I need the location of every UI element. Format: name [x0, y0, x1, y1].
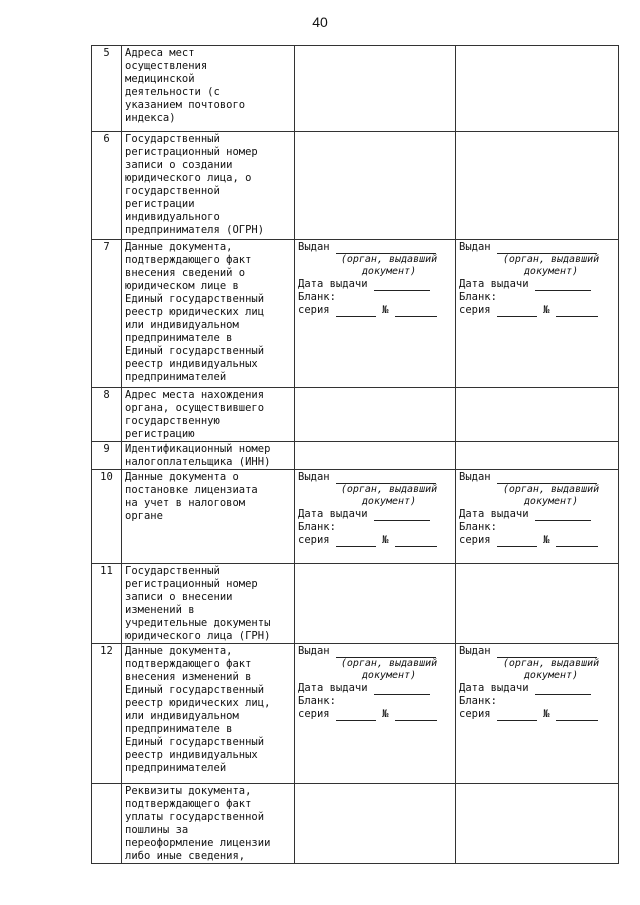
issued-by-label: Выдан — [459, 471, 491, 483]
series-field[interactable] — [497, 710, 537, 721]
series-label: серия — [459, 708, 491, 720]
field-description: Реквизиты документа, подтверждающего факт уплаты государственной пошлины за переоформление лицензии либо иные сведения, — [122, 784, 295, 864]
issue-date-field[interactable] — [374, 280, 430, 291]
issued-by-field[interactable] — [497, 473, 597, 484]
value-cell-before-change[interactable] — [295, 564, 456, 644]
value-cell-after-change[interactable] — [456, 470, 619, 564]
value-cell-before-change[interactable] — [295, 240, 456, 388]
field-description: Данные документа, подтверждающего факт внесения сведений о юридическом лице в Единый государственный реестр юридических лиц или индивидуальном предпринимателе в Единый государственный реестр индивидуальных предпринимателей — [122, 240, 295, 388]
value-cell-before-change[interactable] — [295, 388, 456, 442]
value-cell-after-change[interactable] — [456, 46, 619, 132]
value-cell-after-change[interactable] — [456, 132, 619, 240]
number-sign: № — [382, 304, 389, 316]
value-cell-before-change[interactable] — [295, 442, 456, 470]
issued-document-details — [459, 241, 615, 317]
page-number: 40 — [312, 14, 328, 30]
issue-date-field[interactable] — [535, 280, 591, 291]
issued-by-field[interactable] — [497, 647, 597, 658]
form-row — [92, 388, 619, 442]
issuing-authority-caption: (орган, выдавший документ) — [340, 254, 438, 277]
issued-document-details — [459, 645, 615, 721]
value-cell-before-change[interactable] — [295, 644, 456, 784]
number-field[interactable] — [556, 710, 598, 721]
number-field[interactable] — [395, 306, 437, 317]
blank-label: Бланк: — [459, 695, 497, 707]
field-description: Данные документа о постановке лицензиата на учет в налоговом органе — [122, 470, 295, 564]
value-cell-before-change[interactable] — [295, 46, 456, 132]
form-row — [92, 240, 619, 388]
issued-by-label: Выдан — [459, 645, 491, 657]
issue-date-label: Дата выдачи — [459, 508, 529, 520]
form-row — [92, 644, 619, 784]
series-field[interactable] — [336, 536, 376, 547]
field-description: Государственный регистрационный номер записи о внесении изменений в учредительные документы юридического лица (ГРН) — [122, 564, 295, 644]
value-cell-before-change[interactable] — [295, 784, 456, 864]
blank-label: Бланк: — [459, 291, 497, 303]
value-cell-before-change[interactable] — [295, 132, 456, 240]
issued-document-details — [298, 645, 452, 721]
series-field[interactable] — [336, 710, 376, 721]
issuing-authority-caption: (орган, выдавший документ) — [502, 254, 600, 277]
issue-date-field[interactable] — [535, 510, 591, 521]
value-cell-after-change[interactable] — [456, 564, 619, 644]
issue-date-field[interactable] — [535, 684, 591, 695]
value-cell-after-change[interactable] — [456, 442, 619, 470]
form-row — [92, 46, 619, 132]
series-field[interactable] — [497, 536, 537, 547]
form-row — [92, 470, 619, 564]
number-sign: № — [543, 708, 550, 720]
issuing-authority-caption: (орган, выдавший документ) — [502, 658, 600, 681]
row-number: 6 — [92, 132, 122, 240]
series-field[interactable] — [336, 306, 376, 317]
field-description: Данные документа, подтверждающего факт внесения изменений в Единый государственный реестр юридических лиц, или индивидуальном предпринимателе в Единый государственный реестр индивидуальных предпринимателей — [122, 644, 295, 784]
field-description: Государственный регистрационный номер записи о создании юридического лица, о государственной регистрации индивидуального предпринимателя (ОГРН) — [122, 132, 295, 240]
number-field[interactable] — [556, 536, 598, 547]
row-number: 5 — [92, 46, 122, 132]
number-sign: № — [543, 304, 550, 316]
issued-by-field[interactable] — [336, 647, 436, 658]
license-form-table — [91, 45, 619, 864]
form-rows — [92, 46, 619, 864]
form-row — [92, 442, 619, 470]
row-number: 12 — [92, 644, 122, 784]
issue-date-label: Дата выдачи — [459, 278, 529, 290]
row-number: 7 — [92, 240, 122, 388]
issue-date-field[interactable] — [374, 510, 430, 521]
issue-date-field[interactable] — [374, 684, 430, 695]
value-cell-after-change[interactable] — [456, 784, 619, 864]
number-sign: № — [382, 708, 389, 720]
issue-date-label: Дата выдачи — [298, 682, 368, 694]
series-label: серия — [459, 304, 491, 316]
form-row — [92, 784, 619, 864]
form-row — [92, 564, 619, 644]
series-label: серия — [459, 534, 491, 546]
issued-by-label: Выдан — [298, 645, 330, 657]
issued-document-details — [298, 471, 452, 547]
issued-by-field[interactable] — [497, 243, 597, 254]
issued-document-details — [459, 471, 615, 547]
number-field[interactable] — [556, 306, 598, 317]
series-label: серия — [298, 304, 330, 316]
form-row — [92, 132, 619, 240]
issued-by-field[interactable] — [336, 473, 436, 484]
field-description: Адрес места нахождения органа, осуществившего государственную регистрацию — [122, 388, 295, 442]
value-cell-after-change[interactable] — [456, 644, 619, 784]
issued-by-label: Выдан — [298, 241, 330, 253]
row-number — [92, 784, 122, 864]
issued-by-label: Выдан — [298, 471, 330, 483]
issued-by-label: Выдан — [459, 241, 491, 253]
issuing-authority-caption: (орган, выдавший документ) — [340, 658, 438, 681]
value-cell-after-change[interactable] — [456, 240, 619, 388]
issue-date-label: Дата выдачи — [298, 278, 368, 290]
series-field[interactable] — [497, 306, 537, 317]
issuing-authority-caption: (орган, выдавший документ) — [502, 484, 600, 507]
issue-date-label: Дата выдачи — [459, 682, 529, 694]
issuing-authority-caption: (орган, выдавший документ) — [340, 484, 438, 507]
blank-label: Бланк: — [298, 521, 336, 533]
number-sign: № — [382, 534, 389, 546]
series-label: серия — [298, 534, 330, 546]
value-cell-before-change[interactable] — [295, 470, 456, 564]
row-number: 8 — [92, 388, 122, 442]
issued-document-details — [298, 241, 452, 317]
row-number: 11 — [92, 564, 122, 644]
number-field[interactable] — [395, 536, 437, 547]
number-field[interactable] — [395, 710, 437, 721]
field-description: Адреса мест осуществления медицинской деятельности (с указанием почтового индекса) — [122, 46, 295, 132]
value-cell-after-change[interactable] — [456, 388, 619, 442]
blank-label: Бланк: — [298, 291, 336, 303]
series-label: серия — [298, 708, 330, 720]
issue-date-label: Дата выдачи — [298, 508, 368, 520]
row-number: 9 — [92, 442, 122, 470]
field-description: Идентификационный номер налогоплательщика (ИНН) — [122, 442, 295, 470]
blank-label: Бланк: — [459, 521, 497, 533]
blank-label: Бланк: — [298, 695, 336, 707]
issued-by-field[interactable] — [336, 243, 436, 254]
number-sign: № — [543, 534, 550, 546]
row-number: 10 — [92, 470, 122, 564]
